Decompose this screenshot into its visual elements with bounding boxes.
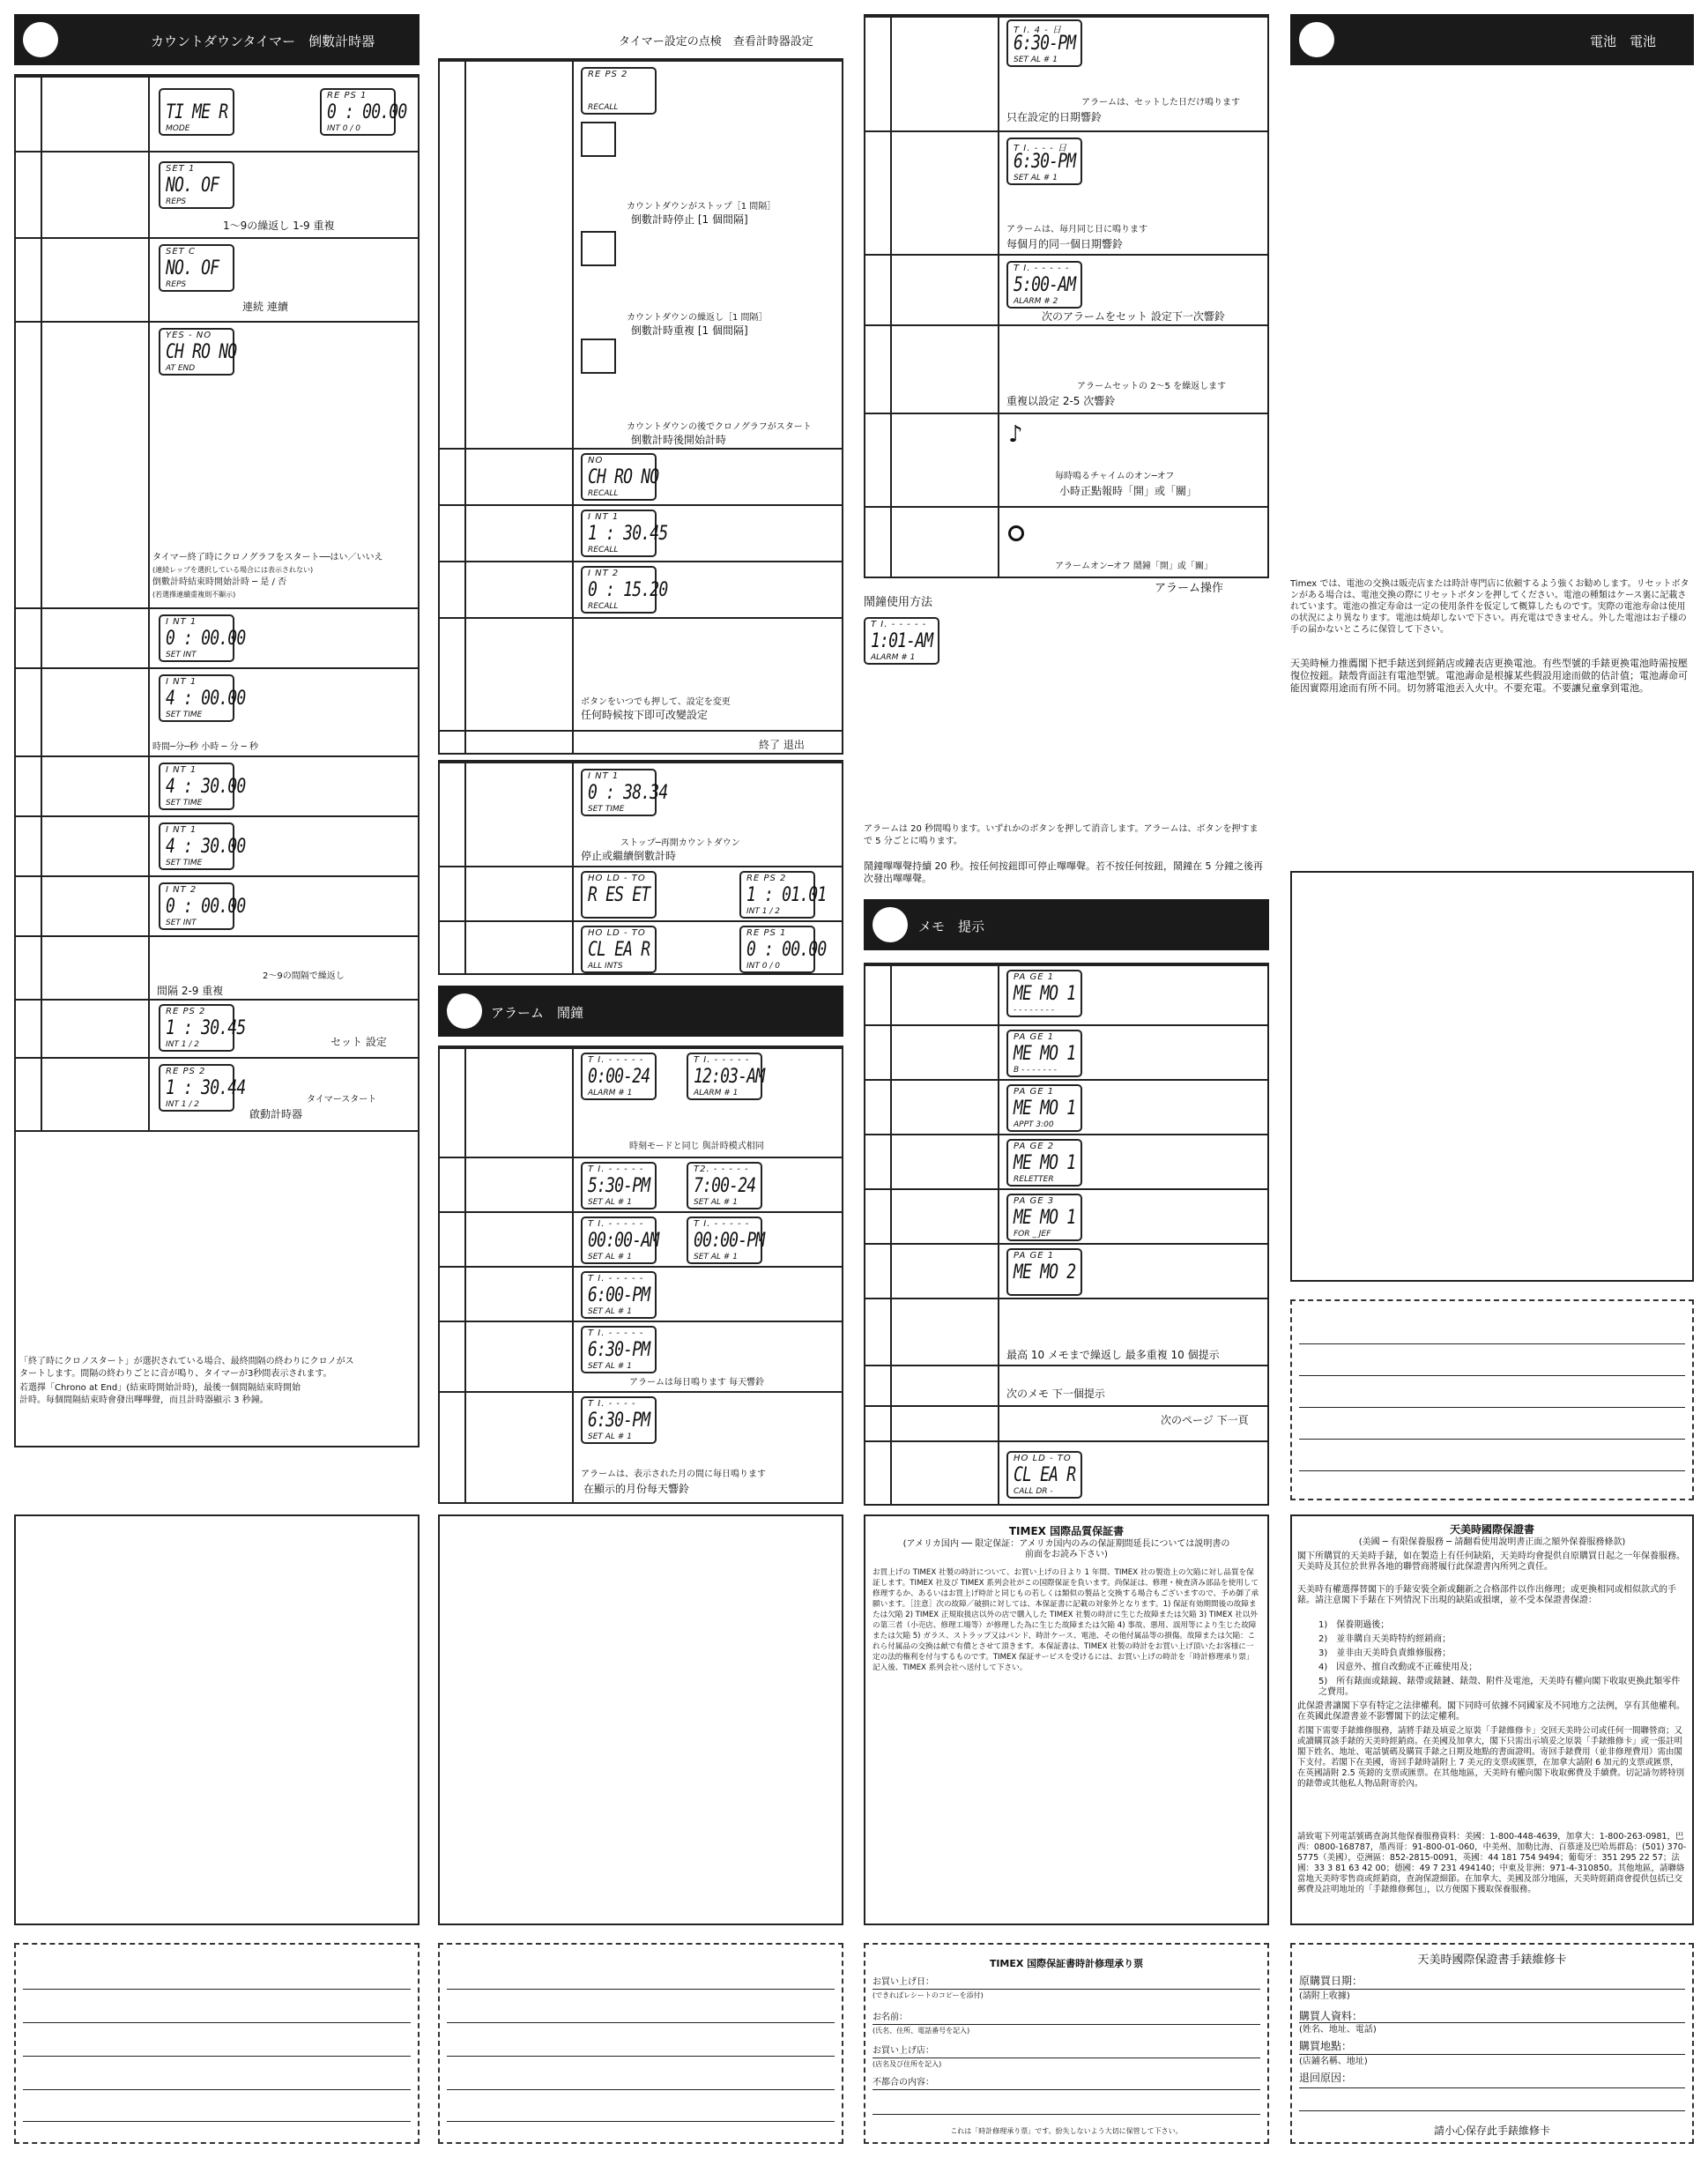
alarm-settings-table: [438, 1046, 843, 1504]
table-row: [440, 448, 842, 506]
table-row: [440, 762, 842, 867]
warranty-list-item: 2) 並非購自天美時特約經銷商；: [1318, 1634, 1452, 1644]
table-row: [865, 130, 1267, 256]
chrono-note-box: [14, 1130, 420, 1447]
table-row: [16, 76, 418, 153]
indicator-box: [581, 231, 616, 266]
table-row: [865, 1440, 1267, 1507]
row-caption: 連続 連續: [242, 301, 288, 313]
warranty-list-item: 1) 保養期過後；: [1318, 1620, 1390, 1630]
table-row: [16, 151, 418, 239]
lcd-display: RE PS 2 1 : 30.45 INT 1 / 2: [159, 1004, 234, 1052]
stop-resume-table: [438, 760, 843, 975]
alarm-header: [438, 986, 843, 1037]
row-caption: 倒數計時停止 [1 個間隔]: [631, 213, 748, 226]
warranty-jp-panel: [864, 1514, 1269, 1925]
row-caption: 1～9の繰返し 1-9 重複: [223, 220, 335, 232]
row-caption: カウントダウンの後でクロノグラフがスタート: [627, 422, 812, 432]
row-note: (連続レップを選択している場合には表示されない): [152, 566, 314, 574]
timer-recall-table: [438, 58, 843, 755]
row-caption: 停止或繼續倒數計時: [581, 850, 677, 862]
form-label: お買い上げ店：: [873, 2046, 934, 2056]
row-caption: 間隔 2-9 重複: [157, 985, 224, 997]
table-row: [865, 1024, 1267, 1081]
section-title: タイマー設定の点検 查看計時器設定: [619, 35, 813, 48]
blank-panel: [14, 1514, 420, 1925]
table-row: [865, 254, 1267, 326]
lcd-display: RE PS 1 0 : 00.00 INT 0 / 0: [320, 88, 396, 136]
cut-out-card: [438, 1943, 843, 2144]
table-row: [16, 999, 418, 1059]
table-row: [865, 1079, 1267, 1135]
row-caption: ストップ─再開カウントダウン: [620, 838, 740, 848]
form-title: TIMEX 国際保証書時計修理承り票: [989, 1958, 1144, 1969]
row-caption: アラームは毎日鳴ります 每天響鈴: [629, 1378, 765, 1388]
lcd-display: I NT 1 4 : 30.00 SET TIME: [159, 822, 234, 870]
row-caption: 啟動計時器: [249, 1108, 303, 1120]
lcd-display: PA GE 1 ME MO 2: [1006, 1248, 1082, 1296]
lcd-display: NO CH RO NO RECALL: [581, 453, 657, 501]
row-caption: 毎時鳴るチャイムのオン─オフ: [1055, 472, 1175, 481]
table-row: [440, 1266, 842, 1322]
table-row: [440, 1211, 842, 1268]
battery-note-jp: Timex では、電池の交換は販売店または時計専門店に依頼するよう強くお勧めします。リセットボタンがある場合は、電池交換の際にリセットボタンを押してください。電池の種類はケース裏に記載されています。電池の推定寿命は一定の使用条件を仮定して概算したものです。実際の電池寿命は使用の状況により異なります。電池は焼却しないで下さい。再充電はできません。外した電池はお子様の手の届かないところに保管して下さい。: [1290, 579, 1689, 635]
bullet-icon: [873, 907, 908, 942]
table-row: [440, 504, 842, 562]
table-row: [440, 1321, 842, 1393]
table-row: [440, 866, 842, 922]
bullet-icon: [1299, 22, 1334, 57]
table-row: [865, 1365, 1267, 1407]
cut-out-card: [1290, 1299, 1694, 1500]
blank-panel: [1290, 871, 1694, 1282]
lcd-display: T I. - - - - - 5:30-PM SET AL # 1: [581, 1162, 657, 1209]
row-caption: 在顯示的月份每天響鈴: [583, 1483, 690, 1495]
cut-out-card: [14, 1943, 420, 2144]
table-row: [16, 1057, 418, 1134]
form-label: 原購買日期：: [1299, 1975, 1363, 1987]
memo-table: [864, 963, 1269, 1506]
table-row: [440, 617, 842, 732]
section-title: カウントダウンタイマー 倒數計時器: [151, 33, 375, 49]
row-caption: カウントダウンがストップ［1 間隔］: [627, 202, 776, 212]
note-line: 計時。每個間隔結束時會發出嗶嗶聲，而且計時器顯示 3 秒鐘。: [19, 1395, 269, 1405]
lcd-display: I NT 1 4 : 00.00 SET TIME: [159, 674, 234, 722]
lcd-display: T I. - - - - - 0:00-24 ALARM # 1: [581, 1053, 657, 1100]
table-row: [16, 755, 418, 817]
warranty-body: お買上げの TIMEX 社製の時計について、お買い上げの日より 1 年間、TIMEX 社の製造上の欠陥に対し品質を保証します。TIMEX 社及び TIMEX 系列会社がこの国際保証を負います。尚保証は、修理・検査済み部品を使用して修理するか、あるいはお買上げ時計と同じもの若しくは類似の製品と交換する場合もございますので、予め御了承願います。［注意］次の故障／破損に対しては、本保証書に記載の対象外となります。1) 保証有効期間後の故障または欠陥 2) TIMEX 正規取扱店以外の店で購入した TIMEX 社製の時計に生じた故障または欠陥 3) TIMEX 社以外の第三者（小売店、修理工場等）が修理した為に生じた故障または欠陥 4) 事故、悪用、誤用等により生じた故障または欠陥 5) ガラス、ストラップ又はバンド、時計ケース、電池、その他付属品等の損傷。故障または欠陥：これら付属品の交換は献で有償とさせて頂きます。本保証書は、TIMEX 社製の時計をお買い上げ頂いたお客様に一定の法的権利を付与するものです。TIMEX 保証サービスを受けるには、お買い上げの時計を「時計修理承り票」記入後、TIMEX 系列会社へ送付して下さい。: [873, 1568, 1259, 1672]
row-caption: 倒數計時重複 [1 個間隔]: [631, 324, 748, 337]
row-caption: 時間─分─秒 小時 ─ 分 ─ 秒: [152, 742, 258, 752]
lcd-display: RE PS 2 1 : 01.01 INT 1 / 2: [739, 871, 815, 919]
note-line: 「終了時にクロノスタート」が選択されている場合、最終間隔の終わりにクロノがス: [19, 1357, 354, 1366]
lcd-display: T I. - - - - - 00:00-AM SET AL # 1: [581, 1217, 657, 1264]
warranty-list-item: 3) 並非由天美時負責維修服務；: [1318, 1648, 1452, 1658]
warranty-body: 閣下所購買的天美時手錶，如在製造上有任何缺陷，天美時均會提供自原購買日起之一年保養服務。天美時及其位於世界各地的聯營商將履行此保證書內所列之責任。: [1297, 1552, 1685, 1572]
row-caption: 倒數計時後開始計時: [631, 434, 727, 446]
lcd-display: RE PS 2 RECALL: [581, 67, 657, 115]
row-caption: アラームセットの 2～5 を繰返します: [1077, 382, 1227, 391]
lcd-display: T I. - - - 日 6:30-PM SET AL # 1: [1006, 138, 1082, 185]
row-caption: タイマースタート: [307, 1095, 377, 1105]
table-row: [16, 321, 418, 609]
table-row: [440, 561, 842, 619]
row-caption: セット 設定: [330, 1036, 387, 1048]
row-caption: アラームオン─オフ 鬧鐘「開」或「關」: [1055, 562, 1213, 571]
lcd-display: T2. - - - - - 7:00-24 SET AL # 1: [687, 1162, 762, 1209]
row-caption: アラームは、表示された月の間に毎日鳴ります: [581, 1470, 766, 1479]
warranty-subtitle: (アメリカ国内 ── 限定保証：アメリカ国内のみの保証期間延長については説明書の前面をお読み下さい): [902, 1539, 1230, 1559]
table-row: [865, 413, 1267, 508]
lcd-display: T I. - - - - - 00:00-PM SET AL # 1: [687, 1217, 762, 1264]
row-caption: ボタンをいつでも押して、設定を変更: [581, 697, 731, 707]
lcd-display: HO LD - TO R ES ET: [581, 871, 657, 919]
table-row: [865, 506, 1267, 580]
indicator-box: [581, 122, 616, 157]
lcd-display: I NT 2 0 : 00.00 SET INT: [159, 882, 234, 930]
form-title: 天美時國際保證書手錶維修卡: [1417, 1953, 1567, 1967]
section-title: メモ 提示: [918, 919, 985, 934]
lcd-display: I NT 1 1 : 30.45 RECALL: [581, 510, 657, 557]
table-row: [865, 964, 1267, 1026]
lcd-display: I NT 1 4 : 30.00 SET TIME: [159, 763, 234, 810]
warranty-body: 天美時有權選擇替閣下的手錶安裝全新或翻新之合格部件以作出修理；或更換相同或相似款式的手錶。請注意閣下手錶在下列情況下出現的缺陷或損壞，並不受本保證書保證：: [1297, 1585, 1676, 1605]
row-caption: 重複以設定 2-5 次響鈴: [1006, 395, 1116, 407]
table-row: [440, 1047, 842, 1158]
table-row: [865, 1188, 1267, 1245]
warranty-body: 若閣下需要手錶維修服務，請將手錶及填妥之原裝「手錶維修卡」交回天美時公司或任何一間聯營商；又或讀購買該手錶的天美時經銷商。在美國及加拿大，閣下只需出示填妥之原裝「手錶維修卡」或一張註明閣下姓名、地址、電話號碼及購買手錶之日期及地點的書面證明。寄回手錶費用（並非修理費用）需由閣下支付。若閣下在美國，寄回手錶時請附上 7 美元的支票或匯票，在加拿大請附 6 加元的支票或匯票，在英國請附 2.5 英鎊的支票或匯票。在其他地區，天美時有權向閣下收取郵費及手續費。切記請勿將特別的錶帶或其他私人物品附寄於內。: [1297, 1726, 1685, 1789]
lcd-display: HO LD - TO CL EA R CALL DR -: [1006, 1451, 1082, 1499]
lcd-display: I NT 1 0 : 38.34 SET TIME: [581, 769, 657, 816]
repair-card-zh: [1290, 1943, 1694, 2144]
alarm-clock-icon: [1008, 525, 1024, 541]
countdown-steps-table: [14, 74, 420, 1132]
form-label: お買い上げ日：: [873, 1977, 934, 1987]
form-hint: (店鋪名稱、地址): [1299, 2057, 1368, 2066]
row-caption: 次のページ 下一頁: [1161, 1414, 1249, 1426]
form-footer: 請小心保存此手錶維修卡: [1433, 2125, 1550, 2137]
battery-note-zh: 天美時極力推薦閣下把手錶送到經銷店或鐘表店更換電池。有些型號的手錶更換電池時需按壓復位按鈕。錶殼背面註有電池型號。電池壽命是根據某些假設用途而做的估計值；電池壽命可能因實際用途而有所不同。切勿將電池丟入火中。不要充電。不要讓兒童拿到電池。: [1290, 658, 1688, 694]
warranty-list-item: 5) 所有錶面或錶鏡、錶帶或錶鏈、錶殼、附件及電池，天美時有權向閣下收取更換此類零件之費用。: [1318, 1677, 1681, 1697]
blank-panel: [438, 1514, 843, 1925]
form-hint: (氏名、住所、電話番号を記入): [873, 2027, 970, 2035]
memo-header: [864, 899, 1269, 950]
lcd-display: PA GE 1 ME MO 1 - - - - - - - -: [1006, 970, 1082, 1017]
table-row: [16, 607, 418, 669]
table-row: [865, 1405, 1267, 1442]
row-caption: 任何時候按下即可改變設定: [581, 709, 709, 721]
row-caption: アラームは、セットした日だけ鳴ります: [1081, 98, 1240, 108]
note-line: 若選擇「Chrono at End」(結束時開始計時)，最後一個間隔結束時開始: [19, 1383, 301, 1393]
lcd-display: PA GE 1 ME MO 1 APPT 3:00: [1006, 1084, 1082, 1132]
row-caption: カウントダウンの繰返し［1 間隔］: [627, 313, 768, 323]
form-footer: これは「時計修理承り票」です。紛失しないよう大切に保管して下さい。: [950, 2127, 1183, 2135]
section-title: アラーム 鬧鐘: [491, 1005, 584, 1021]
form-label: 購買人資料：: [1299, 2010, 1363, 2022]
lcd-display: PA GE 2 ME MO 1 RELETTER: [1006, 1139, 1082, 1187]
lcd-display: T I. - - - - - 1:01-AM ALARM # 1: [864, 617, 939, 665]
row-caption: 次のメモ 下一個提示: [1006, 1388, 1105, 1400]
lcd-display: T I. - - - - 6:30-PM SET AL # 1: [581, 1396, 657, 1444]
lcd-display: I NT 2 0 : 15.20 RECALL: [581, 566, 657, 614]
lcd-display: PA GE 3 ME MO 1 FOR _ JEF: [1006, 1194, 1082, 1241]
row-note: (若選擇連續重複則不顯示): [152, 591, 236, 599]
table-row: [16, 875, 418, 937]
row-caption: 時刻モードと同じ 與計時模式相同: [629, 1142, 764, 1151]
table-row: [440, 1391, 842, 1506]
row-caption: 次のアラームをセット 設定下一次響鈴: [1042, 310, 1225, 323]
warranty-list-item: 4) 因意外、擅自改動或不正確使用及；: [1318, 1663, 1478, 1672]
row-caption: 2～9の間隔で繰返し: [263, 971, 345, 981]
warranty-subtitle: (美國 ─ 有限保養服務 ─ 請翻看使用說明書正面之額外保養服務條款): [1358, 1537, 1626, 1547]
bullet-icon: [447, 993, 482, 1029]
form-hint: (姓名、地址、電話): [1299, 2025, 1377, 2035]
warranty-body: 此保證書讓閣下享有特定之法律權利。閣下同時可依據不同國家及不同地方之法例，享有其他權利。在英國此保證書並不影響閣下的法定權利。: [1297, 1701, 1685, 1722]
section-subtitle: 鬧鐘使用方法: [864, 596, 933, 609]
table-row: [16, 237, 418, 323]
table-row: [865, 324, 1267, 414]
table-row: [16, 667, 418, 757]
lcd-display: SET C NO. OF REPS: [159, 244, 234, 292]
table-row: [16, 815, 418, 877]
row-caption: タイマー終了時にクロノグラフをスタート──はい／いいえ: [152, 553, 383, 562]
table-row: [865, 16, 1267, 132]
table-row: [440, 1157, 842, 1213]
form-label: お名前：: [873, 2013, 908, 2022]
lcd-display: SET 1 NO. OF REPS: [159, 161, 234, 209]
lcd-display: I NT 1 0 : 00.00 SET INT: [159, 614, 234, 662]
table-row: [865, 1134, 1267, 1190]
form-hint: (店名及び住所を記入): [873, 2060, 942, 2068]
table-row: [865, 1243, 1267, 1299]
row-caption: 只在設定的日期響鈴: [1006, 111, 1103, 123]
lcd-display: RE PS 1 0 : 00.00 INT 0 / 0: [739, 926, 815, 973]
table-row: [16, 935, 418, 1001]
row-caption: 倒數計時結束時開始計時 ─ 是 / 否: [152, 577, 287, 587]
section-title: 電池 電池: [1590, 33, 1657, 49]
lcd-display: T I. - - - - - 6:30-PM SET AL # 1: [581, 1326, 657, 1373]
table-row: [440, 920, 842, 977]
row-caption: 終了 退出: [759, 739, 805, 751]
warranty-title: TIMEX 国際品質保証書: [1008, 1525, 1125, 1537]
lcd-display: T I. - - - - - 6:00-PM SET AL # 1: [581, 1271, 657, 1319]
warranty-title: 天美時國際保證書: [1449, 1523, 1534, 1536]
form-hint: (できればレシートのコピーを添付): [873, 1991, 984, 1999]
lcd-display: RE PS 2 1 : 30.44 INT 1 / 2: [159, 1064, 234, 1112]
table-row: [865, 1298, 1267, 1366]
music-note-icon: ♪: [1008, 421, 1023, 448]
lcd-display: YES - NO CH RO NO AT END: [159, 328, 234, 376]
warranty-body: 請致電下列電話號碼查詢其他保養服務資料：美國：1-800-448-4639，加拿大：1-800-263-0981，巴西：0800-168787，墨西哥：91-800-01-060，中美州、加勒比海、百慕達及巴哈馬群島：(501) 370-5775（美國），亞洲區：852-2815-0091，英國：44 181 754 9494；葡萄牙：351 295 22 57；法國：33 3 81 63 42 00；德國：49 7 231 494140；中東及非洲：971-4-310850。其他地區，請聯絡當地天美時零售商或經銷商，查詢保證細節。在加拿大、美國及部分地區，天美時經銷商會提供包括已交郵費及註明地址的「手錶維修郵包」，以方便閣下獲取保養服務。: [1297, 1832, 1687, 1894]
lcd-display: PA GE 1 ME MO 1 B - - - - - - -: [1006, 1030, 1082, 1077]
form-label: 購買地點：: [1299, 2040, 1353, 2052]
alarm-options-table: [864, 14, 1269, 578]
form-label: 退回原因：: [1299, 2072, 1353, 2084]
row-caption: 最高 10 メモまで繰返し 最多重複 10 個提示: [1006, 1349, 1220, 1361]
table-row: [440, 730, 842, 758]
alarm-operation-jp: アラームは 20 秒間鳴ります。いずれかのボタンを押して消音します。アラームは、ボタンを押すまで 5 分ごとに鳴ります。: [864, 824, 1259, 846]
row-caption: 每個月的同一個日期響鈴: [1006, 238, 1124, 250]
lcd-display: TI ME R MODE: [159, 88, 234, 136]
form-label: 不都合の内容：: [873, 2078, 934, 2087]
warranty-zh-panel: [1290, 1514, 1694, 1925]
table-row: [440, 60, 842, 450]
countdown-timer-header: [14, 14, 420, 65]
alarm-operation-zh: 鬧鐘嗶嗶聲持續 20 秒。按任何按鈕即可停止嗶嗶聲。若不按任何按鈕，鬧鐘在 5 分鐘之後再次發出嗶嗶聲。: [864, 860, 1263, 884]
section-title: アラーム操作: [1155, 582, 1224, 595]
bullet-icon: [23, 22, 58, 57]
row-caption: アラームは、毎月同じ日に鳴ります: [1006, 225, 1147, 234]
indicator-box: [581, 339, 616, 374]
battery-header: [1290, 14, 1694, 65]
form-hint: (請附上收據): [1299, 1991, 1350, 2001]
lcd-display: HO LD - TO CL EA R ALL INTS: [581, 926, 657, 973]
lcd-display: T I. 4 - 日 6:30-PM SET AL # 1: [1006, 19, 1082, 67]
lcd-display: T I. - - - - - 12:03-AM ALARM # 1: [687, 1053, 762, 1100]
row-caption: 小時正點報時「開」或「關」: [1059, 485, 1198, 497]
repair-form-jp: [864, 1943, 1269, 2144]
note-line: タートします。間隔の終わりごとに音が鳴り、タイマーが3秒間表示されます。: [19, 1369, 332, 1379]
lcd-display: T I. - - - - - 5:00-AM ALARM # 2: [1006, 261, 1082, 309]
